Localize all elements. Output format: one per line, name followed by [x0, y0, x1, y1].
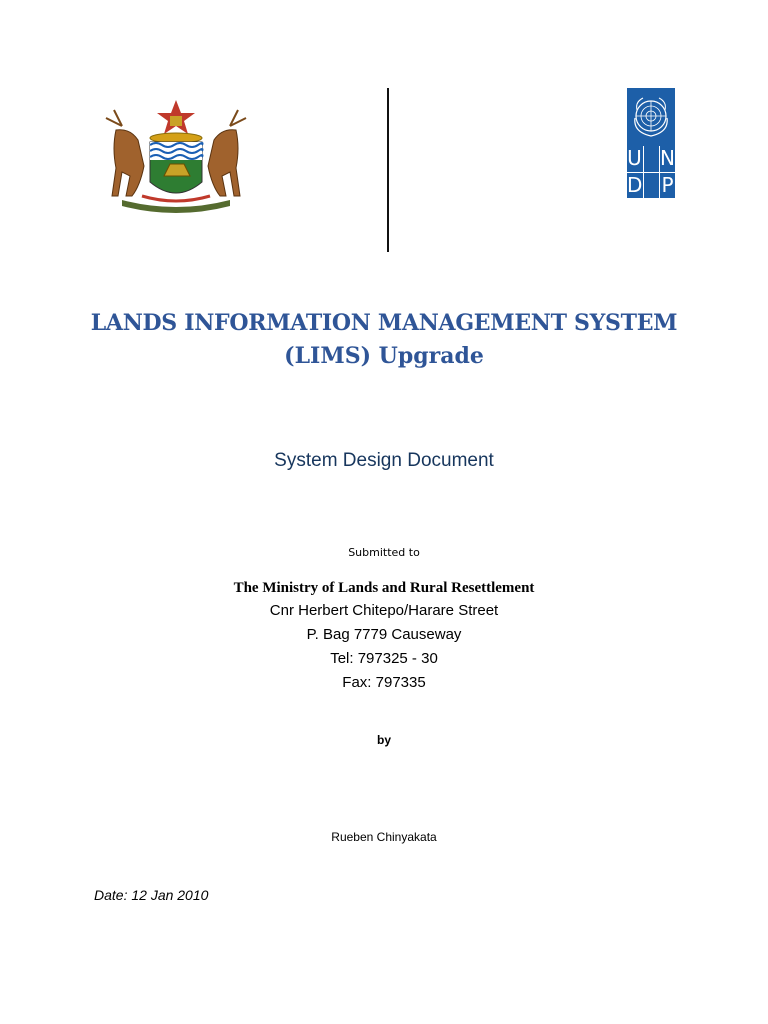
undp-letter-d: D [627, 173, 643, 197]
document-subtitle: System Design Document [274, 450, 494, 471]
recipient-fax: Fax: 797335 [342, 674, 426, 691]
un-emblem-icon [627, 88, 675, 144]
undp-letter-n: N [660, 146, 675, 170]
undp-divider [643, 146, 644, 198]
submitted-to-label: Submitted to [348, 546, 420, 559]
coat-of-arms-icon [92, 96, 260, 220]
undp-letter-p: P [661, 173, 674, 197]
recipient-organization: The Ministry of Lands and Rural Resettlement [233, 580, 535, 596]
recipient-street: Cnr Herbert Chitepo/Harare Street [269, 602, 499, 619]
document-title-line-2: (LIMS) Upgrade [284, 343, 484, 369]
undp-logo [627, 88, 675, 198]
undp-letter-u: U [627, 146, 642, 170]
recipient-tel: Tel: 797325 - 30 [330, 650, 438, 667]
by-label: by [376, 733, 391, 747]
header-divider [387, 88, 389, 252]
document-date: Date: 12 Jan 2010 [94, 887, 209, 903]
document-title-line-1: LANDS INFORMATION MANAGEMENT SYSTEM [90, 310, 678, 336]
author-name: Rueben Chinyakata [331, 830, 437, 844]
recipient-postal: P. Bag 7779 Causeway [306, 626, 462, 643]
